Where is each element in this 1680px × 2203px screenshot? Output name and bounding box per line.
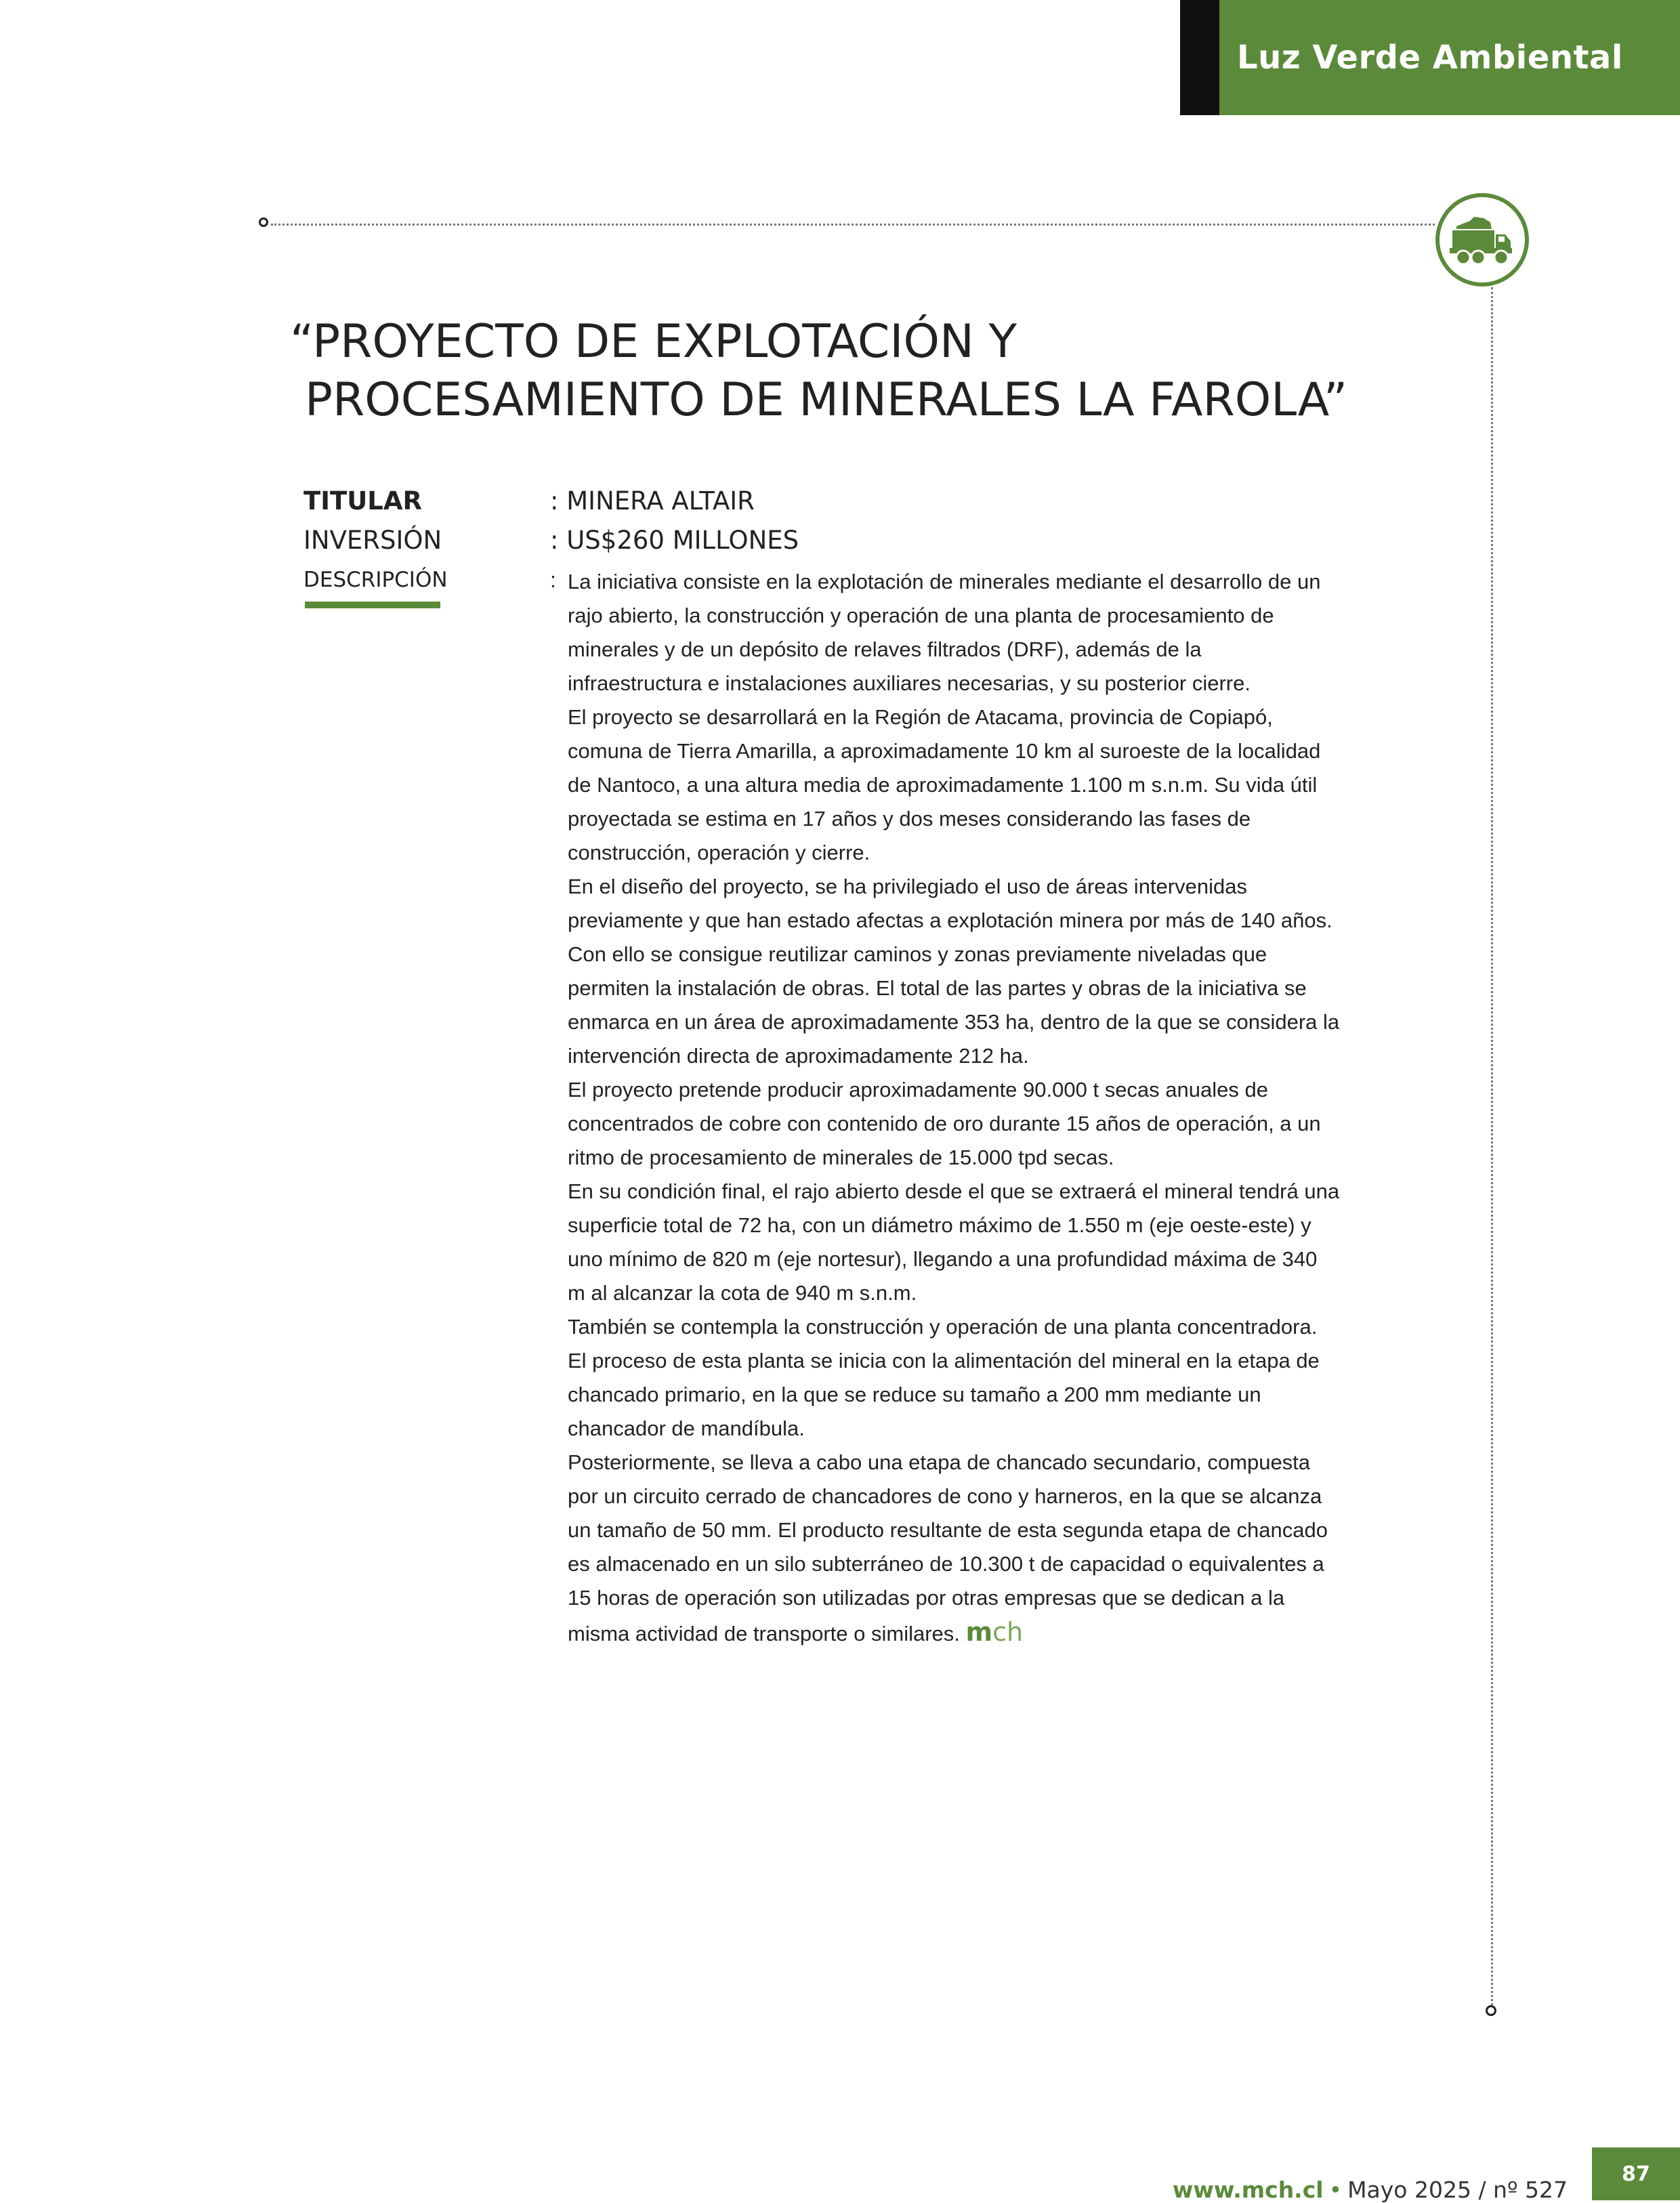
mch-end-logo (966, 1617, 1024, 1647)
article-title (290, 313, 1374, 429)
inversion-value: : US$260 MILLONES (550, 526, 799, 555)
rule-end-circle (1486, 2005, 1496, 2016)
footer-issue: Mayo 2025 / nº 527 (1347, 2176, 1568, 2203)
rule-start-circle (259, 217, 268, 227)
section-header (1219, 0, 1680, 115)
description-paragraph: En el diseño del proyecto, se ha privilegiado el uso de áreas intervenidas previamente y que han estado afectas a explotación minera por más de 140 años. Con ello se consigue reutilizar caminos y zonas previamente niveladas que permiten la instalación de obras. El total de las partes y obras de la iniciativa se enmarca en un área de aproximadamente 353 ha, dentro de la que se considera la intervención directa de aproximadamente 212 ha. (568, 875, 1340, 1068)
description-paragraph: El proyecto se desarrollará en la Región de Atacama, provincia de Copiapó, comuna de Tierra Amarilla, a aproximadamente 10 km al suroeste de la localidad de Nantoco, a una altura media de aproximadamente 1.100 m s.n.m. Su vida útil proyectada se estima en 17 años y dos meses considerando las fases de construcción, operación y cierre. (568, 705, 1321, 864)
mining-truck-icon (1433, 191, 1531, 289)
mch-logo-m: m (965, 1617, 993, 1647)
dotted-rule-horizontal (271, 224, 1435, 226)
descripcion-label: DESCRIPCIÓN (303, 568, 448, 592)
inversion-label: INVERSIÓN (303, 526, 442, 555)
header-black-tab (1180, 0, 1219, 115)
descripcion-underline (305, 602, 440, 608)
article-title-line-1: “PROYECTO DE EXPLOTACIÓN Y (290, 315, 1017, 369)
description-body (568, 565, 1340, 1651)
titular-value: : MINERA ALTAIR (550, 486, 755, 516)
article-title-line-2: PROCESAMIENTO DE MINERALES LA FAROLA” (305, 373, 1348, 427)
titular-label: TITULAR (303, 486, 422, 516)
footer-separator: • (1328, 2176, 1343, 2203)
description-paragraph: La iniciativa consiste en la explotación de minerales mediante el desarrollo de un rajo abierto, la construcción y operación de una planta de procesamiento de minerales y de un depósito de relaves filtrados (DRF), además de la infraestructura e instalaciones auxiliares necesarias, y su posterior cierre. (568, 570, 1321, 695)
mch-logo-ch: ch (992, 1617, 1024, 1647)
dotted-rule-vertical (1491, 287, 1493, 2005)
description-paragraph-last (568, 1446, 1340, 1651)
footer-site-link[interactable]: www.mch.cl (1172, 2176, 1324, 2203)
description-paragraph: También se contempla la construcción y operación de una planta concentradora. El proceso de esta planta se inicia con la alimentación del mineral en la etapa de chancado primario, en la que se reduce su tamaño a 200 mm mediante un chancador de mandíbula. (568, 1315, 1320, 1440)
description-paragraph: El proyecto pretende producir aproximadamente 90.000 t secas anuales de concentrados de cobre con contenido de oro durante 15 años de operación, a un ritmo de procesamiento de minerales de 15.000 tpd secas. (568, 1078, 1321, 1169)
description-paragraph: En su condición final, el rajo abierto desde el que se extraerá el mineral tendrá una superficie total de 72 ha, con un diámetro máximo de 1.550 m (eje oeste-este) y uno mínimo de 820 m (eje nortesur), llegando a una profundidad máxima de 340 m al alcanzar la cota de 940 m s.n.m. (568, 1179, 1340, 1305)
description-last-text: Posteriormente, se lleva a cabo una etapa de chancado secundario, compuesta por un circuito cerrado de chancadores de cono y harneros, en la que se alcanza un tamaño de 50 mm. El producto resultante de esta segunda etapa de chancado es almacenado en un silo subterráneo de 10.300 t de capacidad o equivalentes a 15 horas de operación son utilizadas por otras empresas que se dedican a la misma actividad de transporte o similares. (568, 1450, 1328, 1645)
section-title: Luz Verde Ambiental (1237, 39, 1623, 77)
descripcion-colon: : (550, 568, 556, 592)
footer (1172, 2176, 1587, 2203)
page-number: 87 (1592, 2147, 1680, 2200)
